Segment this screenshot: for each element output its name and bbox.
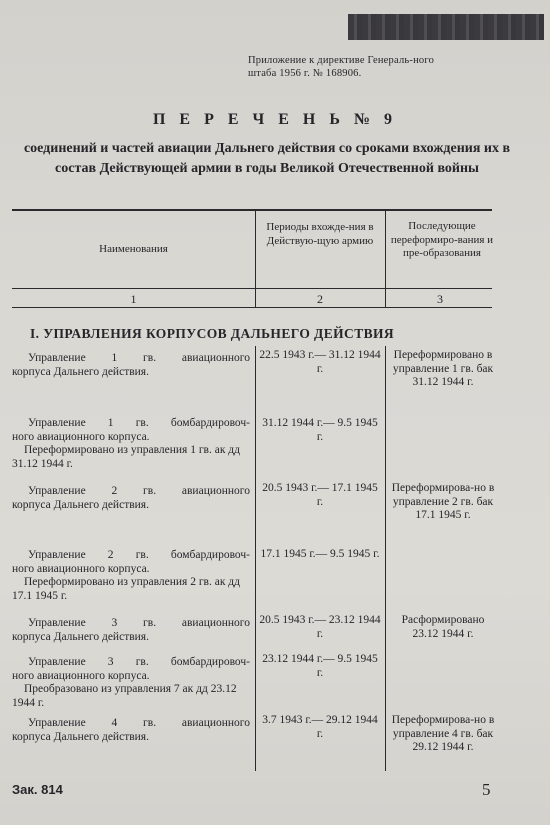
table-row-name (12, 717, 250, 744)
table-row-note: Переформировано в управление 1 гв. бак 31.12 1944 г. (392, 349, 494, 388)
row-name-tail: корпуса Дальнего действия. (12, 365, 149, 378)
row-name-lead: Управление 1 гв. авиационного (28, 352, 250, 364)
annex-note: Приложение к директиве Генераль-ного штаба 1956 г. № 168906. (248, 55, 435, 79)
table-row-period: 22.5 1943 г.— 31.12 1944 г. (259, 349, 381, 375)
table-top-rule (12, 209, 492, 211)
table-row-name (12, 656, 250, 710)
header-periods: Периоды вхожде-ния в Действую-щую армию (266, 221, 374, 247)
row-name-tail: ного авиационного корпуса. (12, 430, 150, 443)
row-name-tail: ного авиационного корпуса. (12, 562, 150, 575)
table-row-period: 23.12 1944 г.— 9.5 1945 г. (262, 653, 378, 679)
row-name-extra: Преобразовано из управления 7 ак дд 23.12 1944 г. (12, 683, 237, 709)
table-row-period: 31.12 1944 г.— 9.5 1945 г. (262, 417, 378, 443)
section-heading: I. УПРАВЛЕНИЯ КОРПУСОВ ДАЛЬНЕГО ДЕЙСТВИЯ (30, 326, 395, 341)
row-name-tail: ного авиационного корпуса. (12, 669, 150, 682)
table-row-note: Переформирова-но в управление 4 гв. бак 29.12 1944 г. (391, 714, 495, 753)
row-name-extra: Переформировано из управления 1 гв. ак дд 31.12 1944 г. (12, 444, 240, 470)
row-name-lead: Управление 4 гв. авиационного (28, 717, 250, 729)
row-name-tail: корпуса Дальнего действия. (12, 630, 149, 643)
column-number-1: 1 (130, 292, 137, 306)
table-row-period: 20.5 1943 г.— 17.1 1945 г. (262, 482, 378, 508)
body-divider-1 (255, 346, 256, 771)
row-name-lead: Управление 3 гв. авиационного (28, 617, 250, 629)
table-colnum-rule (12, 307, 492, 308)
row-name-lead: Управление 2 гв. бомбардировоч- (28, 549, 250, 561)
row-name-extra: Переформировано из управления 2 гв. ак дд 17.1 1945 г. (12, 576, 240, 602)
row-name-tail: корпуса Дальнего действия. (12, 730, 149, 743)
table-row-period: 3.7 1943 г.— 29.12 1944 г. (262, 714, 378, 740)
row-name-tail: корпуса Дальнего действия. (12, 498, 149, 511)
table-row-period: 17.1 1945 г.— 9.5 1945 г. (260, 548, 380, 560)
table-row-note: Переформирова-но в управление 2 гв. бак 17.1 1945 г. (391, 482, 495, 521)
table-row-name (12, 617, 250, 644)
archive-stamp (348, 14, 544, 40)
list-title: П Е Р Е Ч Е Н Ь № 9 (152, 111, 398, 128)
table-row-name (12, 549, 250, 603)
column-number-2: 2 (317, 292, 323, 306)
print-order-number: Зак. 814 (12, 782, 63, 797)
page-number: 5 (482, 780, 491, 799)
row-name-lead: Управление 1 гв. бомбардировоч- (28, 417, 250, 429)
row-name-lead: Управление 2 гв. авиационного (28, 485, 250, 497)
table-row-name (12, 485, 250, 512)
table-row-period: 20.5 1943 г.— 23.12 1944 г. (259, 614, 381, 640)
table-row-note: Расформировано 23.12 1944 г. (401, 614, 485, 640)
header-names: Наименования (99, 243, 168, 255)
body-divider-2 (385, 346, 386, 771)
list-subtitle: соединений и частей авиации Дальнего действия со сроками вхождения их в состав Действующей армии в годы Великой Отечественной войны (23, 141, 511, 176)
table-row-name (12, 417, 250, 471)
header-reforms: Последующие переформиро-вания и пре-образования (390, 220, 494, 259)
column-number-3: 3 (437, 292, 443, 306)
row-name-lead: Управление 3 гв. бомбардировоч- (28, 656, 250, 668)
table-row-name (12, 352, 250, 379)
table-header-rule (12, 288, 492, 289)
